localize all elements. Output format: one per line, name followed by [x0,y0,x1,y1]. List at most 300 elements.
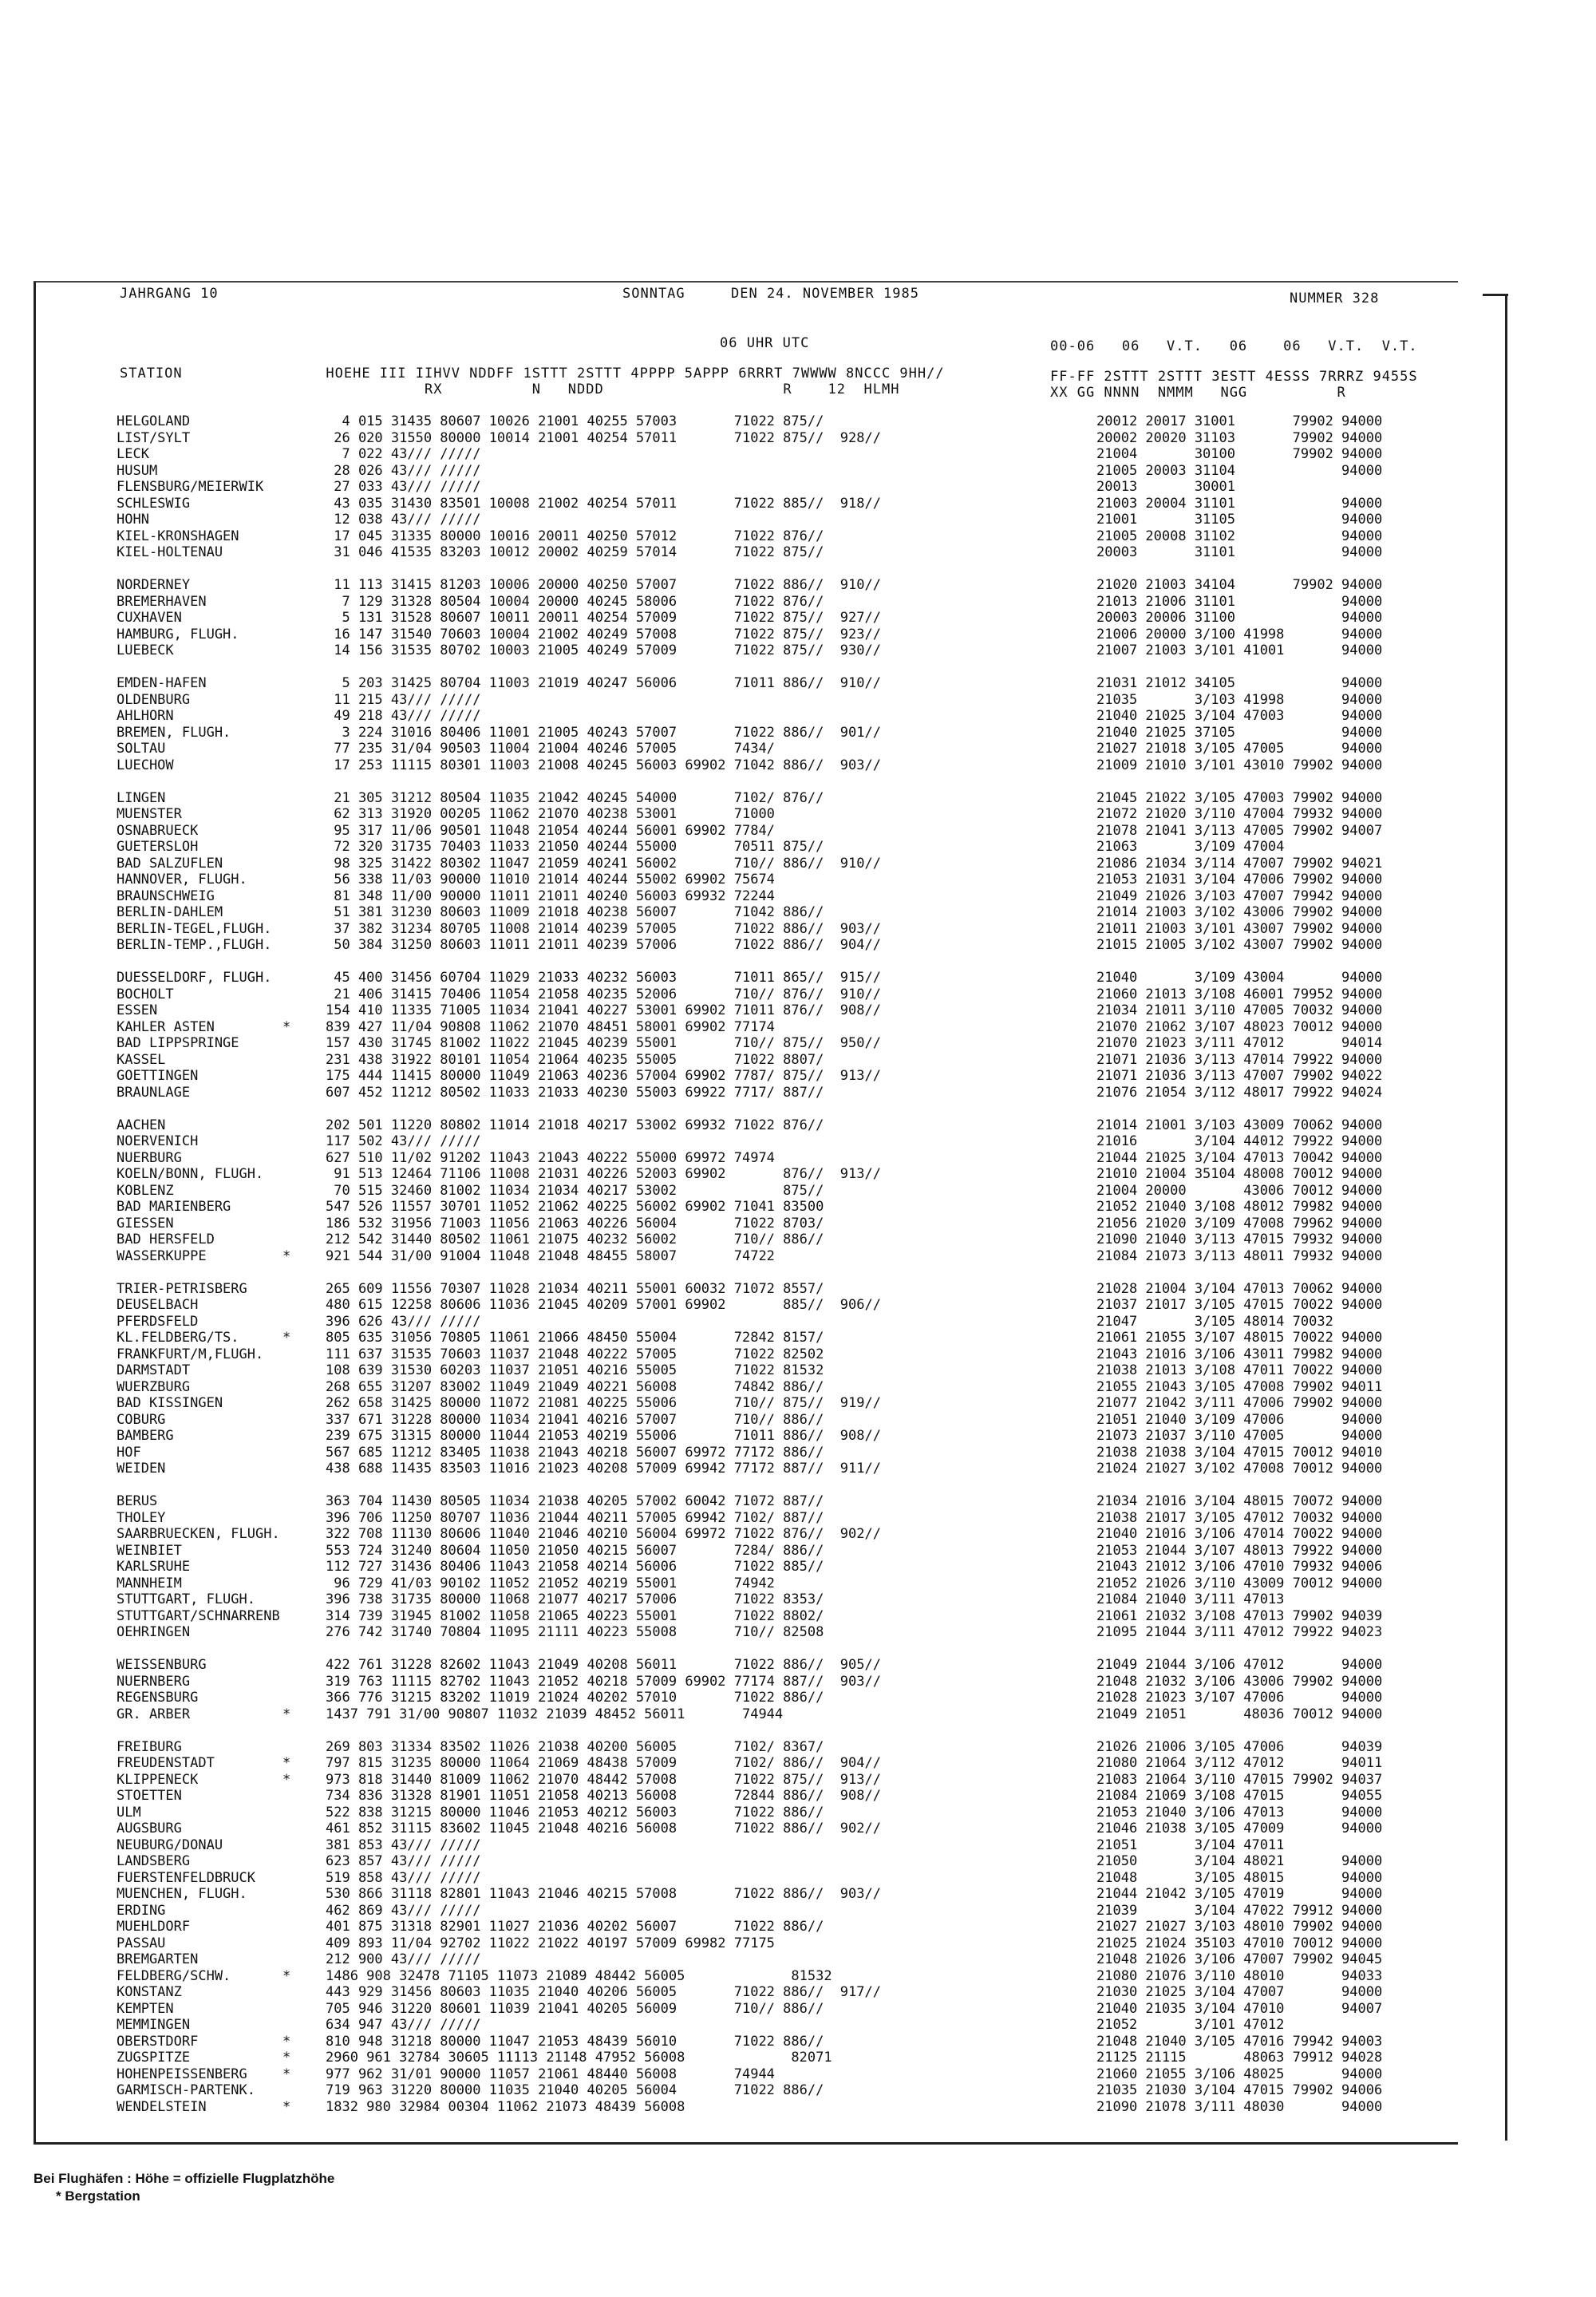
period-values: 21125 21115 48063 79912 94028 [1096,2050,1383,2066]
mountain-marker: * [282,2098,291,2115]
station-name: NOERVENICH [117,1133,199,1149]
station-name: GOETTINGEN [117,1068,199,1084]
station-name: BERLIN-TEGEL,FLUGH. [117,920,272,937]
synop-values: 212 542 31440 80502 11061 21075 40232 56002 710// 886// [326,1232,824,1247]
period-values: 20013 30001 [1096,479,1235,495]
synop-values: 43 035 31430 83501 10008 21002 40254 57011 71022 885// 918// [326,495,881,512]
synop-values: 567 685 11212 83405 11038 21043 40218 56007 69972 77172 886// [326,1444,824,1461]
period-values: 21048 3/105 48015 94000 [1096,1869,1383,1886]
station-name: FUERSTENFELDBRUCK [117,1869,255,1886]
period-values: 21048 21032 3/106 43006 79902 94000 [1096,1673,1383,1690]
period-values: 21080 21064 3/112 47012 94011 [1096,1755,1383,1771]
period-values: 21034 21011 3/110 47005 70032 94000 [1096,1002,1383,1018]
station-name: ULM [117,1804,141,1821]
issue-number: NUMMER 328 [1290,291,1380,306]
station-name: BAD LIPPSPRINGE [117,1035,239,1051]
period-values: 21056 21020 3/109 47008 79962 94000 [1096,1215,1383,1232]
station-name: HOHENPEISSENBERG [117,2066,247,2082]
synop-values: 31 046 41535 83203 10012 20002 40259 57014 71022 875// [326,544,824,560]
synop-values: 396 706 11250 80707 11036 21044 40211 57005 69942 7102/ 887// [326,1509,824,1526]
station-name: HOF [117,1444,141,1461]
synop-values: 1486 908 32478 71105 11073 21089 48442 56005 81532 [326,1967,832,1984]
period-values: 21014 21003 3/102 43006 79902 94000 [1096,904,1383,920]
station-name: OEHRINGEN [117,1624,191,1640]
period-values: 21070 21023 3/111 47012 94014 [1096,1035,1383,1051]
synop-values: 977 962 31/01 90000 11057 21061 48440 56008 74944 [326,2066,775,2082]
period-values: 21034 21016 3/104 48015 70072 94000 [1096,1493,1383,1509]
station-name: BAD SALZUFLEN [117,855,223,872]
synop-values: 212 900 43/// ///// [326,1951,481,1967]
station-name: HAMBURG, FLUGH. [117,626,239,642]
station-name: MEMMINGEN [117,2017,191,2033]
period-values: 21016 3/104 44012 79922 94000 [1096,1133,1383,1149]
period-values: 21038 21013 3/108 47011 70022 94000 [1096,1362,1383,1378]
period-values: 21051 21040 3/109 47006 94000 [1096,1411,1383,1428]
left-header-row-2: RX N NDDD R 12 HLMH [120,382,900,397]
synop-values: 157 430 31745 81002 11022 21045 40239 55001 710// 875// 950// [326,1035,881,1051]
station-name: BREMGARTEN [117,1951,199,1967]
synop-values: 4 015 31435 80607 10026 21001 40255 57003 71022 875// [326,413,824,429]
station-name: FELDBERG/SCHW. [117,1967,231,1984]
station-name: GARMISCH-PARTENK. [117,2082,255,2098]
station-name: SCHLESWIG [117,495,191,512]
synop-values: 530 866 31118 82801 11043 21046 40215 57008 71022 886// 903// [326,1886,881,1902]
synop-values: 154 410 11335 71005 11034 21041 40227 53001 69902 71011 876// 908// [326,1002,881,1018]
synop-values: 72 320 31735 70403 11033 21050 40244 55000 70511 875// [326,839,824,855]
period-values: 21073 21037 3/110 47005 94000 [1096,1428,1383,1444]
synop-values: 98 325 31422 80302 11047 21059 40241 56002 710// 886// 910// [326,855,881,872]
station-name: OLDENBURG [117,691,191,708]
period-values: 20003 31101 94000 [1096,544,1383,560]
period-values: 21039 3/104 47022 79912 94000 [1096,1902,1383,1919]
synop-values: 81 348 11/00 90000 11011 21011 40240 56003 69932 72244 [326,888,775,904]
period-values: 21040 21025 3/104 47003 94000 [1096,708,1383,724]
period-values: 21071 21036 3/113 47007 79902 94022 [1096,1068,1383,1084]
station-name: WEISSENBURG [117,1657,207,1673]
synop-values: 96 729 41/03 90102 11052 21052 40219 55001 74942 [326,1575,775,1591]
mountain-marker: * [282,1967,291,1984]
station-name: BAD MARIENBERG [117,1199,231,1215]
synop-values: 462 869 43/// ///// [326,1902,481,1919]
station-name: AHLHORN [117,708,174,724]
period-values: 21072 21020 3/110 47004 79932 94000 [1096,806,1383,822]
synop-values: 719 963 31220 80000 11035 21040 40205 56004 71022 886// [326,2082,824,2098]
synop-values: 7 129 31328 80504 10004 20000 40245 58006 71022 876// [326,593,824,610]
synop-values: 175 444 11415 80000 11049 21063 40236 57004 69902 7787/ 875// 913// [326,1068,881,1084]
station-name: BAD HERSFELD [117,1232,215,1247]
station-name: BRAUNSCHWEIG [117,888,215,904]
synop-values: 1437 791 31/00 90807 11032 21039 48452 56011 74944 [326,1706,784,1722]
station-name: HANNOVER, FLUGH. [117,872,247,888]
synop-values: 17 253 11115 80301 11003 21008 40245 56003 69902 71042 886// 903// [326,757,881,773]
synop-values: 262 658 31425 80000 11072 21081 40225 55006 710// 875// 919// [326,1395,881,1411]
period-values: 21028 21004 3/104 47013 70062 94000 [1096,1280,1383,1297]
station-name: KIEL-HOLTENAU [117,544,223,560]
period-values: 21009 21010 3/101 43010 79902 94000 [1096,757,1383,773]
station-name: WEINBIET [117,1542,182,1559]
synop-values: 11 215 43/// ///// [326,691,481,708]
period-values: 21053 21031 3/104 47006 79902 94000 [1096,872,1383,888]
period-values: 21084 21073 3/113 48011 79932 94000 [1096,1247,1383,1264]
station-name: BERLIN-DAHLEM [117,904,223,920]
footnote-mountain: * Bergstation [56,2188,140,2204]
synop-values: 77 235 31/04 90503 11004 21004 40246 57005 7434/ [326,741,775,757]
synop-values: 231 438 31922 80101 11054 21064 40235 55005 71022 8807/ [326,1051,824,1068]
synop-values: 422 761 31228 82602 11043 21049 40208 56011 71022 886// 905// [326,1657,881,1673]
station-name: FLENSBURG/MEIERWIK [117,479,264,495]
synop-values: 62 313 31920 00205 11062 21070 40238 53001 71000 [326,806,775,822]
mountain-marker: * [282,1247,291,1264]
station-name: WENDELSTEIN [117,2098,207,2115]
mountain-marker: * [282,1771,291,1788]
station-name: BOCHOLT [117,986,174,1002]
station-name: MANNHEIM [117,1575,182,1591]
period-values: 21020 21003 34104 79902 94000 [1096,577,1383,593]
left-header-row-1: STATION HOEHE III IIHVV NDDFF 1STTT 2STTT 4PPPP 5APPP 6RRRT 7WWWW 8NCCC 9HH// [120,366,945,382]
jahrgang: JAHRGANG 10 [120,286,219,302]
synop-values: 26 020 31550 80000 10014 21001 40254 57011 71022 875// 928// [326,429,881,446]
period-values: 21047 3/105 48014 70032 [1096,1313,1333,1330]
synop-values: 480 615 12258 80606 11036 21045 40209 57001 69902 885// 906// [326,1297,881,1313]
station-name: MUEHLDORF [117,1919,191,1935]
station-name: KOBLENZ [117,1182,174,1199]
period-values: 21024 21027 3/102 47008 70012 94000 [1096,1461,1383,1477]
station-name: FREIBURG [117,1738,182,1755]
period-values: 21010 21004 35104 48008 70012 94000 [1096,1166,1383,1182]
period-values: 21040 21016 3/106 47014 70022 94000 [1096,1526,1383,1542]
synop-values: 805 635 31056 70805 11061 21066 48450 55004 72842 8157/ [326,1330,824,1346]
period-values: 21038 21038 3/104 47015 70012 94010 [1096,1444,1383,1461]
synop-values: 12 038 43/// ///// [326,512,481,528]
synop-values: 2960 961 32784 30605 11113 21148 47952 56008 82071 [326,2050,832,2066]
period-values: 21005 20003 31104 94000 [1096,462,1383,479]
synop-values: 734 836 31328 81901 11051 21058 40213 56008 72844 886// 908// [326,1788,881,1804]
period-values: 21044 21025 3/104 47013 70042 94000 [1096,1149,1383,1166]
period-values: 21001 31105 94000 [1096,512,1383,528]
station-name: PFERDSFELD [117,1313,199,1330]
station-name: STUTTGART, FLUGH. [117,1591,255,1607]
period-values: 21006 20000 3/100 41998 94000 [1096,626,1383,642]
period-values: 21048 21040 3/105 47016 79942 94003 [1096,2033,1383,2050]
period-values: 21053 21040 3/106 47013 94000 [1096,1804,1383,1821]
station-name: FRANKFURT/M,FLUGH. [117,1346,264,1362]
station-name: REGENSBURG [117,1690,199,1706]
period-values: 21090 21040 3/113 47015 79932 94000 [1096,1232,1383,1247]
synop-values: 705 946 31220 80601 11039 21041 40205 56009 710// 886// [326,2000,824,2017]
station-name: LINGEN [117,789,166,806]
period-values: 21026 21006 3/105 47006 94039 [1096,1738,1383,1755]
synop-values: 7 022 43/// ///// [326,446,481,462]
station-name: ESSEN [117,1002,158,1018]
period-values: 20012 20017 31001 79902 94000 [1096,413,1383,429]
period-values: 21055 21043 3/105 47008 79902 94011 [1096,1378,1383,1395]
synop-values: 56 338 11/03 90000 11010 21014 40244 55002 69902 75674 [326,872,775,888]
synop-values: 28 026 43/// ///// [326,462,481,479]
period-values: 21011 21003 3/101 43007 79902 94000 [1096,920,1383,937]
station-name: TRIER-PETRISBERG [117,1280,247,1297]
synop-values: 49 218 43/// ///// [326,708,481,724]
period-values: 21084 21069 3/108 47015 94055 [1096,1788,1383,1804]
synop-values: 973 818 31440 81009 11062 21070 48442 57008 71022 875// 913// [326,1771,881,1788]
period-values: 21027 21018 3/105 47005 94000 [1096,741,1383,757]
station-name: KIEL-KRONSHAGEN [117,528,239,544]
period-values: 21035 21030 3/104 47015 79902 94006 [1096,2082,1383,2098]
station-name: OSNABRUECK [117,822,199,839]
period-values: 21025 21024 35103 47010 70012 94000 [1096,1935,1383,1951]
period-values: 21053 21044 3/107 48013 79922 94000 [1096,1542,1383,1559]
station-name: KASSEL [117,1051,166,1068]
station-name: GIESSEN [117,1215,174,1232]
synop-values: 117 502 43/// ///// [326,1133,481,1149]
period-values: 21060 21055 3/106 48025 94000 [1096,2066,1383,2082]
synop-values: 519 858 43/// ///// [326,1869,481,1886]
time-label: 06 UHR UTC [720,335,810,351]
station-name: COBURG [117,1411,166,1428]
station-name: OBERSTDORF [117,2033,199,2050]
synop-values: 396 626 43/// ///// [326,1313,481,1330]
mountain-marker: * [282,2066,291,2082]
station-name: CUXHAVEN [117,610,182,626]
period-values: 21052 21040 3/108 48012 79982 94000 [1096,1199,1383,1215]
station-name: WASSERKUPPE [117,1247,207,1264]
period-values: 21077 21042 3/111 47006 79902 94000 [1096,1395,1383,1411]
station-name: LUEBECK [117,642,174,658]
period-values: 21048 21026 3/106 47007 79902 94045 [1096,1951,1383,1967]
synop-values: 108 639 31530 60203 11037 21051 40216 55005 71022 81532 [326,1362,824,1378]
synop-values: 268 655 31207 83002 11049 21049 40221 56008 74842 886// [326,1378,824,1395]
right-header-row-3: XX GG NNNN NMMM NGG R [1050,385,1346,401]
period-values: 21083 21064 3/110 47015 79902 94037 [1096,1771,1383,1788]
period-values: 21037 21017 3/105 47015 70022 94000 [1096,1297,1383,1313]
period-values: 21049 21051 48036 70012 94000 [1096,1706,1383,1722]
station-name: EMDEN-HAFEN [117,675,207,691]
station-name: LUECHOW [117,757,174,773]
synop-values: 401 875 31318 82901 11027 21036 40202 56007 71022 886// [326,1919,824,1935]
period-values: 21043 21016 3/106 43011 79982 94000 [1096,1346,1383,1362]
period-values: 21076 21054 3/112 48017 79922 94024 [1096,1084,1383,1101]
period-values: 21013 21006 31101 94000 [1096,593,1383,610]
footnote-airports: Bei Flughäfen : Höhe = offizielle Flugplatzhöhe [34,2171,335,2186]
period-values: 21078 21041 3/113 47005 79902 94007 [1096,822,1383,839]
period-values: 21061 21032 3/108 47013 79902 94039 [1096,1607,1383,1624]
synop-values: 21 305 31212 80504 11035 21042 40245 54000 7102/ 876// [326,789,824,806]
synop-values: 607 452 11212 80502 11033 21033 40230 55003 69922 7717/ 887// [326,1084,824,1101]
synop-values: 921 544 31/00 91004 11048 21048 48455 58007 74722 [326,1247,775,1264]
synop-values: 27 033 43/// ///// [326,479,481,495]
station-name: KEMPTEN [117,2000,174,2017]
station-name: KLIPPENECK [117,1771,199,1788]
station-name: HELGOLAND [117,413,191,429]
station-name: AACHEN [117,1117,166,1133]
synop-values: 95 317 11/06 90501 11048 21054 40244 56001 69902 7784/ [326,822,775,839]
synop-values: 461 852 31115 83602 11045 21048 40216 56008 71022 886// 902// [326,1821,881,1836]
synop-values: 37 382 31234 80705 11008 21014 40239 57005 71022 886// 903// [326,920,881,937]
station-name: KONSTANZ [117,1984,182,2000]
synop-values: 396 738 31735 80000 11068 21077 40217 57006 71022 8353/ [326,1591,824,1607]
station-name: SAARBRUECKEN, FLUGH. [117,1526,280,1542]
mountain-marker: * [282,2050,291,2066]
mountain-marker: * [282,1018,291,1035]
synop-values: 522 838 31215 80000 11046 21053 40212 56003 71022 886// [326,1804,824,1821]
period-values: 21038 21017 3/105 47012 70032 94000 [1096,1509,1383,1526]
synop-values: 623 857 43/// ///// [326,1853,481,1869]
period-values: 20003 20006 31100 94000 [1096,610,1383,626]
mountain-marker: * [282,1330,291,1346]
period-values: 21044 21042 3/105 47019 94000 [1096,1886,1383,1902]
synop-values: 70 515 32460 81002 11034 21034 40217 53002 875// [326,1182,824,1199]
synop-values: 11 113 31415 81203 10006 20000 40250 57007 71022 886// 910// [326,577,881,593]
station-name: BREMEN, FLUGH. [117,724,231,741]
station-name: DUESSELDORF, FLUGH. [117,970,272,986]
synop-values: 3 224 31016 80406 11001 21005 40243 57007 71022 886// 901// [326,724,881,741]
frame-right-rule [1505,294,1507,2141]
station-name: LIST/SYLT [117,429,191,446]
station-name: SOLTAU [117,741,166,757]
synop-values: 269 803 31334 83502 11026 21038 40200 56005 7102/ 8367/ [326,1738,824,1755]
station-name: HUSUM [117,462,158,479]
synop-values: 381 853 43/// ///// [326,1836,481,1853]
station-name: STUTTGART/SCHNARRENB [117,1607,280,1624]
station-name: NUERBURG [117,1149,182,1166]
period-values: 21080 21076 3/110 48010 94033 [1096,1967,1383,1984]
synop-values: 634 947 43/// ///// [326,2017,481,2033]
period-values: 21027 21027 3/103 48010 79902 94000 [1096,1919,1383,1935]
period-values: 21028 21023 3/107 47006 94000 [1096,1690,1383,1706]
station-name: BRAUNLAGE [117,1084,191,1101]
station-name: KOELN/BONN, FLUGH. [117,1166,264,1182]
station-name: NEUBURG/DONAU [117,1836,223,1853]
period-values: 21014 21001 3/103 43009 70062 94000 [1096,1117,1383,1133]
synop-values: 202 501 11220 80802 11014 21018 40217 53002 69932 71022 876// [326,1117,824,1133]
station-name: THOLEY [117,1509,166,1526]
station-name: NUERNBERG [117,1673,191,1690]
synop-values: 319 763 11115 82702 11043 21052 40218 57009 69902 77174 887// 903// [326,1673,881,1690]
period-values: 21050 3/104 48021 94000 [1096,1853,1383,1869]
station-name: DEUSELBACH [117,1297,199,1313]
station-name: LECK [117,446,149,462]
station-name: AUGSBURG [117,1821,182,1836]
synop-values: 91 513 12464 71106 11008 21031 40226 52003 69902 876// 913// [326,1166,881,1182]
period-values: 21070 21062 3/107 48023 70012 94000 [1096,1018,1383,1035]
period-values: 21060 21013 3/108 46001 79952 94000 [1096,986,1383,1002]
period-values: 21071 21036 3/113 47014 79922 94000 [1096,1051,1383,1068]
station-name: LANDSBERG [117,1853,191,1869]
station-name: ZUGSPITZE [117,2050,191,2066]
period-values: 21063 3/109 47004 [1096,839,1285,855]
period-values: 21040 3/109 43004 94000 [1096,970,1383,986]
synop-values: 265 609 11556 70307 11028 21034 40211 55001 60032 71072 8557/ [326,1280,824,1297]
synop-values: 409 893 11/04 92702 11022 21022 40197 57009 69982 77175 [326,1935,775,1951]
mountain-marker: * [282,1755,291,1771]
mountain-marker: * [282,1706,291,1722]
period-values: 21095 21044 3/111 47012 79922 94023 [1096,1624,1383,1640]
synop-values: 627 510 11/02 91202 11043 21043 40222 55000 69972 74974 [326,1149,775,1166]
period-values: 21046 21038 3/105 47009 94000 [1096,1821,1383,1836]
period-values: 21084 21040 3/111 47013 [1096,1591,1285,1607]
station-name: GUETERSLOH [117,839,199,855]
station-name: WEIDEN [117,1461,166,1477]
station-name: BERLIN-TEMP.,FLUGH. [117,937,272,953]
station-name: BAMBERG [117,1428,174,1444]
period-values: 21090 21078 3/111 48030 94000 [1096,2098,1383,2115]
synop-values: 547 526 11557 30701 11052 21062 40225 56002 69902 71041 83500 [326,1199,824,1215]
synop-values: 1832 980 32984 00304 11062 21073 48439 56008 [326,2098,685,2115]
period-values: 21086 21034 3/114 47007 79902 94021 [1096,855,1383,872]
period-values: 21043 21012 3/106 47010 79932 94006 [1096,1559,1383,1575]
period-values: 21061 21055 3/107 48015 70022 94000 [1096,1330,1383,1346]
synop-values: 797 815 31235 80000 11064 21069 48438 57009 7102/ 886// 904// [326,1755,881,1771]
station-name: KAHLER ASTEN [117,1018,215,1035]
period-values: 21040 21025 37105 94000 [1096,724,1383,741]
synop-values: 186 532 31956 71003 11056 21063 40226 56004 71022 8703/ [326,1215,824,1232]
station-name: STOETTEN [117,1788,182,1804]
station-name: BAD KISSINGEN [117,1395,223,1411]
period-values: 21015 21005 3/102 43007 79902 94000 [1096,937,1383,953]
synop-values: 14 156 31535 80702 10003 21005 40249 57009 71022 875// 930// [326,642,881,658]
station-name: BERUS [117,1493,158,1509]
synop-values: 438 688 11435 83503 11016 21023 40208 57009 69942 77172 887// 911// [326,1461,881,1477]
period-values: 21035 3/103 41998 94000 [1096,691,1383,708]
station-name: BREMERHAVEN [117,593,207,610]
synop-values: 111 637 31535 70603 11037 21048 40222 57005 71022 82502 [326,1346,824,1362]
period-values: 21051 3/104 47011 [1096,1836,1285,1853]
mountain-marker: * [282,2033,291,2050]
station-name: MUENCHEN, FLUGH. [117,1886,247,1902]
period-values: 20002 20020 31103 79902 94000 [1096,429,1383,446]
station-name: WUERZBURG [117,1378,191,1395]
synop-values: 17 045 31335 80000 10016 20011 40250 57012 71022 876// [326,528,824,544]
synop-values: 314 739 31945 81002 11058 21065 40223 55001 71022 8802/ [326,1607,824,1624]
synop-values: 322 708 11130 80606 11040 21046 40210 56004 69972 71022 876// 902// [326,1526,881,1542]
right-header-row-1: 00-06 06 V.T. 06 06 V.T. V.T. [1050,338,1418,354]
period-values: 21005 20008 31102 94000 [1096,528,1383,544]
synop-values: 45 400 31456 60704 11029 21033 40232 56003 71011 865// 915// [326,970,881,986]
period-values: 21049 21044 3/106 47012 94000 [1096,1657,1383,1673]
period-values: 21004 30100 79902 94000 [1096,446,1383,462]
period-values: 21052 21026 3/110 43009 70012 94000 [1096,1575,1383,1591]
right-header-row-2: FF-FF 2STTT 2STTT 3ESTT 4ESSS 7RRRZ 9455S [1050,369,1418,385]
synop-values: 112 727 31436 80406 11043 21058 40214 56006 71022 885// [326,1559,824,1575]
period-values: 21052 3/101 47012 [1096,2017,1285,2033]
synop-values: 839 427 11/04 90808 11062 21070 48451 58001 69902 77174 [326,1018,775,1035]
period-values: 21040 21035 3/104 47010 94007 [1096,2000,1383,2017]
period-values: 21045 21022 3/105 47003 79902 94000 [1096,789,1383,806]
synop-values: 276 742 31740 70804 11095 21111 40223 55008 710// 82508 [326,1624,824,1640]
period-values: 21003 20004 31101 94000 [1096,495,1383,512]
period-values: 21007 21003 3/101 41001 94000 [1096,642,1383,658]
station-name: DARMSTADT [117,1362,191,1378]
synop-values: 5 203 31425 80704 11003 21019 40247 56006 71011 886// 910// [326,675,881,691]
weekday: SONNTAG [622,286,685,302]
period-values: 21049 21026 3/103 47007 79942 94000 [1096,888,1383,904]
station-name: FREUDENSTADT [117,1755,215,1771]
synop-values: 16 147 31540 70603 10004 21002 40249 57008 71022 875// 923// [326,626,881,642]
synop-values: 810 948 31218 80000 11047 21053 48439 56010 71022 886// [326,2033,824,2050]
synop-values: 553 724 31240 80604 11050 21050 40215 56007 7284/ 886// [326,1542,824,1559]
station-name: GR. ARBER [117,1706,191,1722]
synop-values: 50 384 31250 80603 11011 21011 40239 57006 71022 886// 904// [326,937,881,953]
station-name: KL.FELDBERG/TS. [117,1330,239,1346]
period-values: 21031 21012 34105 94000 [1096,675,1383,691]
station-name: MUENSTER [117,806,182,822]
synop-values: 21 406 31415 70406 11054 21058 40235 52006 710// 876// 910// [326,986,881,1002]
synop-values: 443 929 31456 80603 11035 21040 40206 56005 71022 886// 917// [326,1984,881,2000]
station-name: HOHN [117,512,149,528]
period-values: 21004 20000 43006 70012 94000 [1096,1182,1383,1199]
synop-values: 337 671 31228 80000 11034 21041 40216 57007 710// 886// [326,1411,824,1428]
synop-values: 363 704 11430 80505 11034 21038 40205 57002 60042 71072 887// [326,1493,824,1509]
synop-values: 366 776 31215 83202 11019 21024 40202 57010 71022 886// [326,1690,824,1706]
